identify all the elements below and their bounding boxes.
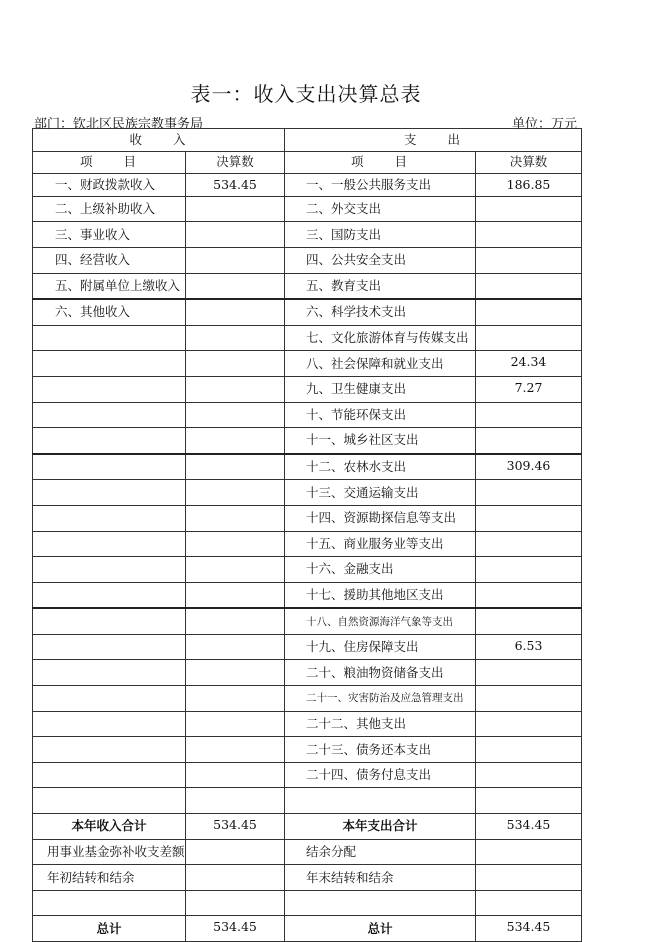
expense-item-cell: 十二、农林水支出 [285, 454, 476, 480]
table-row [33, 196, 582, 222]
expense-amount-cell: 186.85 [476, 174, 582, 197]
table-row [33, 788, 582, 814]
expense-amount-cell [476, 196, 582, 222]
expense-amount-cell [476, 531, 582, 557]
expense-amount-cell: 6.53 [476, 634, 582, 660]
table-row [33, 762, 582, 788]
expense-item-cell: 十八、自然资源海洋气象等支出 [285, 608, 476, 634]
income-amount-cell [186, 557, 285, 583]
income-amount-cell: 534.45 [186, 814, 285, 840]
expense-amount-cell: 24.34 [476, 351, 582, 377]
income-amount-header: 决算数 [186, 151, 285, 174]
table-row [33, 814, 582, 840]
income-item-cell [33, 325, 186, 351]
table-row [33, 505, 582, 531]
expense-amount-cell [476, 762, 582, 788]
income-amount-cell [186, 402, 285, 428]
income-item-cell [33, 505, 186, 531]
income-amount-cell [186, 222, 285, 248]
expense-amount-cell [476, 428, 582, 454]
expense-amount-header: 决算数 [476, 151, 582, 174]
income-amount-cell [186, 865, 285, 891]
income-item-cell [33, 531, 186, 557]
income-item-cell [33, 582, 186, 608]
table-row [33, 634, 582, 660]
section-header-row [33, 129, 582, 152]
income-amount-cell [186, 531, 285, 557]
column-header-row [33, 151, 582, 174]
income-item-cell [33, 737, 186, 763]
table-row [33, 351, 582, 377]
expense-amount-cell [476, 505, 582, 531]
expense-amount-cell [476, 402, 582, 428]
expense-item-cell: 十四、资源勘探信息等支出 [285, 505, 476, 531]
expense-amount-cell [476, 480, 582, 506]
expense-amount-cell [476, 660, 582, 686]
income-item-cell [33, 454, 186, 480]
expense-amount-cell [476, 711, 582, 737]
income-amount-cell [186, 686, 285, 712]
income-amount-cell [186, 660, 285, 686]
table-row [33, 222, 582, 248]
expense-item-cell: 二十二、其他支出 [285, 711, 476, 737]
income-item-cell [33, 557, 186, 583]
expense-item-cell: 二、外交支出 [285, 196, 476, 222]
expense-item-cell: 八、社会保障和就业支出 [285, 351, 476, 377]
income-amount-cell [186, 762, 285, 788]
expense-amount-cell [476, 890, 582, 916]
expense-amount-cell [476, 299, 582, 325]
expense-item-cell: 七、文化旅游体育与传媒支出 [285, 325, 476, 351]
income-amount-cell [186, 711, 285, 737]
expense-item-cell: 十六、金融支出 [285, 557, 476, 583]
expense-amount-cell: 534.45 [476, 916, 582, 942]
income-item-cell: 二、上级补助收入 [33, 196, 186, 222]
expense-item-cell: 十一、城乡社区支出 [285, 428, 476, 454]
income-item-cell [33, 762, 186, 788]
income-amount-cell: 534.45 [186, 916, 285, 942]
expense-item-cell: 五、教育支出 [285, 273, 476, 299]
expense-amount-cell [476, 788, 582, 814]
income-item-cell [33, 660, 186, 686]
income-item-cell [33, 608, 186, 634]
expense-amount-cell [476, 247, 582, 273]
expense-amount-cell [476, 557, 582, 583]
expense-item-cell: 二十、粮油物资储备支出 [285, 660, 476, 686]
income-amount-cell [186, 351, 285, 377]
income-item-cell [33, 634, 186, 660]
income-item-cell: 五、附属单位上缴收入 [33, 273, 186, 299]
expense-item-cell: 六、科学技术支出 [285, 299, 476, 325]
table-row [33, 890, 582, 916]
table-row [33, 428, 582, 454]
expense-amount-cell: 534.45 [476, 814, 582, 840]
expense-item-cell: 总计 [285, 916, 476, 942]
expense-section-header: 支 出 [285, 129, 582, 152]
table-row [33, 608, 582, 634]
income-item-cell [33, 480, 186, 506]
expense-item-cell [285, 788, 476, 814]
budget-summary-table [32, 128, 582, 942]
table-row [33, 557, 582, 583]
expense-amount-cell [476, 582, 582, 608]
expense-item-cell: 二十三、债务还本支出 [285, 737, 476, 763]
table-row [33, 686, 582, 712]
income-amount-cell [186, 608, 285, 634]
income-amount-cell [186, 428, 285, 454]
table-row [33, 865, 582, 891]
expense-item-cell: 九、卫生健康支出 [285, 376, 476, 402]
income-amount-cell [186, 299, 285, 325]
income-item-cell: 用事业基金弥补收支差额 [33, 839, 186, 865]
expense-item-cell: 十五、商业服务业等支出 [285, 531, 476, 557]
income-item-cell: 六、其他收入 [33, 299, 186, 325]
income-item-cell [33, 428, 186, 454]
income-amount-cell [186, 839, 285, 865]
income-item-cell [33, 890, 186, 916]
income-amount-cell [186, 634, 285, 660]
income-item-cell: 一、财政拨款收入 [33, 174, 186, 197]
expense-item-header: 项 目 [285, 151, 476, 174]
income-amount-cell [186, 196, 285, 222]
expense-item-cell: 一、一般公共服务支出 [285, 174, 476, 197]
table-row [33, 660, 582, 686]
table-row [33, 402, 582, 428]
income-amount-cell [186, 737, 285, 763]
expense-item-cell: 十、节能环保支出 [285, 402, 476, 428]
expense-amount-cell [476, 839, 582, 865]
table-row [33, 582, 582, 608]
table-row [33, 299, 582, 325]
table-row [33, 839, 582, 865]
income-amount-cell [186, 788, 285, 814]
expense-amount-cell [476, 608, 582, 634]
table-row [33, 174, 582, 197]
expense-amount-cell [476, 865, 582, 891]
expense-amount-cell [476, 325, 582, 351]
income-amount-cell [186, 376, 285, 402]
income-amount-cell: 534.45 [186, 174, 285, 197]
table-row [33, 325, 582, 351]
unit-label: 单位：万元 [512, 117, 578, 132]
income-item-cell: 总计 [33, 916, 186, 942]
expense-item-cell [285, 890, 476, 916]
expense-amount-cell: 309.46 [476, 454, 582, 480]
expense-item-cell: 四、公共安全支出 [285, 247, 476, 273]
income-amount-cell [186, 505, 285, 531]
income-amount-cell [186, 325, 285, 351]
expense-item-cell: 二十一、灾害防治及应急管理支出 [285, 686, 476, 712]
table-row [33, 376, 582, 402]
income-item-cell [33, 402, 186, 428]
income-amount-cell [186, 247, 285, 273]
income-item-cell [33, 788, 186, 814]
expense-item-cell: 结余分配 [285, 839, 476, 865]
income-item-cell [33, 351, 186, 377]
income-item-cell: 四、经营收入 [33, 247, 186, 273]
expense-amount-cell [476, 686, 582, 712]
table-row [33, 916, 582, 942]
expense-amount-cell [476, 737, 582, 763]
expense-item-cell: 本年支出合计 [285, 814, 476, 840]
department-label: 部门：钦北区民族宗教事务局 [34, 117, 204, 132]
table-row [33, 273, 582, 299]
expense-item-cell: 十九、住房保障支出 [285, 634, 476, 660]
income-item-cell [33, 376, 186, 402]
table-row [33, 480, 582, 506]
table-row [33, 737, 582, 763]
income-section-header: 收 入 [33, 129, 285, 152]
expense-item-cell: 二十四、债务付息支出 [285, 762, 476, 788]
income-amount-cell [186, 582, 285, 608]
expense-item-cell: 十三、交通运输支出 [285, 480, 476, 506]
expense-item-cell: 十七、援助其他地区支出 [285, 582, 476, 608]
income-item-cell [33, 711, 186, 737]
table-row [33, 247, 582, 273]
income-amount-cell [186, 890, 285, 916]
expense-amount-cell: 7.27 [476, 376, 582, 402]
expense-amount-cell [476, 222, 582, 248]
page-title: 表一：收入支出决算总表 [190, 82, 422, 106]
table-row [33, 711, 582, 737]
income-item-header: 项 目 [33, 151, 186, 174]
income-amount-cell [186, 454, 285, 480]
table-row [33, 454, 582, 480]
expense-item-cell: 三、国防支出 [285, 222, 476, 248]
income-item-cell: 本年收入合计 [33, 814, 186, 840]
income-amount-cell [186, 273, 285, 299]
income-item-cell: 三、事业收入 [33, 222, 186, 248]
income-amount-cell [186, 480, 285, 506]
income-item-cell: 年初结转和结余 [33, 865, 186, 891]
expense-amount-cell [476, 273, 582, 299]
expense-item-cell: 年末结转和结余 [285, 865, 476, 891]
table-row [33, 531, 582, 557]
income-item-cell [33, 686, 186, 712]
